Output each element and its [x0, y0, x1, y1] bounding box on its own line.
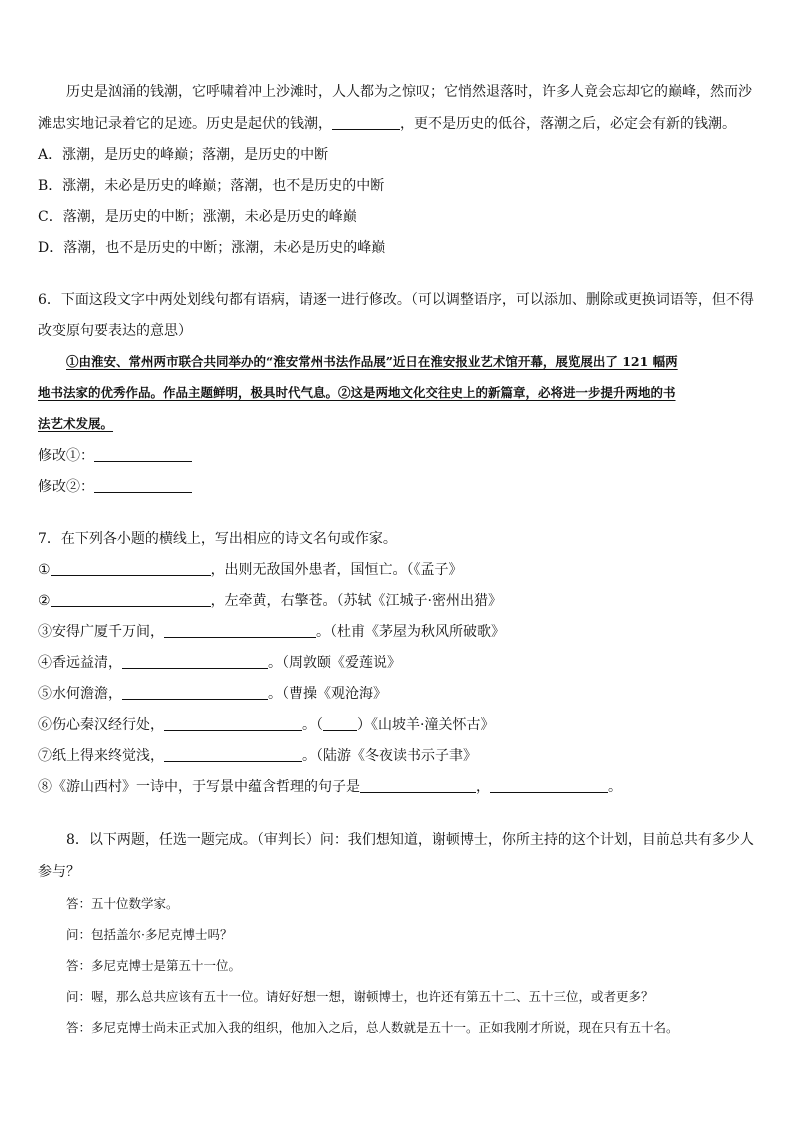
q7-item-1-post: ，出则无敌国外患者，国恒亡。（《孟子》	[210, 562, 463, 578]
q7-item-3	[38, 622, 756, 642]
q6-stem-line-2: 改变原句要表达的意思）	[38, 323, 192, 339]
q5-option-b: B．涨潮，未必是历史的峰巅；落潮，也不是历史的中断	[38, 178, 385, 194]
q7-item-6	[38, 715, 756, 735]
q7-item-3-blank[interactable]	[164, 623, 316, 638]
q7-stem: 7．在下列各小题的横线上，写出相应的诗文名句或作家。	[38, 531, 397, 547]
q6-fix-1	[38, 446, 756, 466]
q6-text-line-2: 地书法家的优秀作品。作品主题鲜明，极具时代气息。②这是两地文化交往史上的新篇章，必将进一步提升两地的书	[38, 385, 676, 400]
q7-item-7-pre: ⑦纸上得来终觉浅，	[38, 748, 164, 764]
q7-item-5-post: 。（曹操《观沧海》	[268, 686, 387, 702]
q7-item-5	[38, 684, 756, 704]
q5-passage-line-2	[38, 114, 756, 134]
q7-item-6-author-blank[interactable]	[323, 716, 357, 731]
q7-item-8	[38, 777, 756, 797]
q7-item-1-pre: ①	[38, 562, 51, 578]
q7-item-4-blank[interactable]	[122, 654, 268, 669]
q7-item-2-pre: ②	[38, 593, 51, 609]
q7-item-8-pre: ⑧《游山西村》一诗中，于写景中蕴含哲理的句子是	[38, 779, 360, 795]
q7-item-3-pre: ③安得广厦千万间，	[38, 624, 164, 640]
q6-stem-line-1: 6．下面这段文字中两处划线句都有语病，请逐一进行修改。（可以调整语序，可以添加、删除或更换词语等，但不得	[38, 292, 754, 308]
q7-item-8-mid: ，	[476, 779, 490, 795]
q8-stem-line-2: 参与？	[38, 864, 80, 880]
q7-item-5-blank[interactable]	[122, 685, 268, 700]
q6-fix-2-label: 修改②：	[38, 479, 94, 495]
q7-item-6-post: ）《山坡羊·潼关怀古》	[357, 717, 495, 733]
q6-text-line-1: ①由淮安、常州两市联合共同举办的“淮安常州书法作品展”近日在淮安报业艺术馆开幕，展览展出了 121 幅两	[66, 354, 678, 369]
q7-item-8-blank-2[interactable]	[490, 778, 608, 793]
q7-item-2-post: ，左牵黄，右擎苍。（苏轼《江城子·密州出猎》	[210, 593, 503, 609]
q5-answer-blank[interactable]	[332, 115, 400, 130]
q7-item-2-blank[interactable]	[51, 592, 211, 607]
q7-item-7-blank[interactable]	[164, 747, 302, 762]
q7-item-1	[38, 560, 756, 580]
q5-option-a: A．涨潮，是历史的峰巅；落潮，是历史的中断	[38, 147, 329, 163]
q8-answer-2: 答：多尼克博士是第五十一位。	[66, 958, 242, 973]
q7-item-7-post: 。（陆游《冬夜读书示子聿》	[302, 748, 477, 764]
q7-item-6-blank[interactable]	[164, 716, 302, 731]
q5-passage-line-1: 历史是汹涌的钱潮，它呼啸着冲上沙滩时，人人都为之惊叹；它悄然退落时，许多人竟会忘却它的巅峰，然而沙	[66, 84, 752, 100]
q6-fix-2-blank[interactable]	[94, 478, 192, 493]
q8-answer-3: 答：多尼克博士尚未正式加入我的组织，他加入之后，总人数就是五十一。正如我刚才所说，现在只有五十名。	[66, 1020, 679, 1035]
q7-item-6-pre: ⑥伤心秦汉经行处，	[38, 717, 164, 733]
q7-item-8-blank-1[interactable]	[360, 778, 476, 793]
q5-option-d: D．落潮，也不是历史的中断；涨潮，未必是历史的峰巅	[38, 240, 386, 256]
q7-item-1-blank[interactable]	[51, 561, 211, 576]
q6-fix-2	[38, 477, 756, 497]
q6-text-line-3: 法艺术发展。	[38, 416, 114, 431]
q7-item-7	[38, 746, 756, 766]
q7-item-4	[38, 653, 756, 673]
q8-question-2: 问：包括盖尔·多尼克博士吗？	[66, 927, 233, 942]
q8-answer-1: 答：五十位数学家。	[66, 896, 179, 911]
q5-passage-part-b: ，更不是历史的低谷，落潮之后，必定会有新的钱潮。	[400, 116, 736, 132]
q7-item-4-pre: ④香远益清，	[38, 655, 122, 671]
q7-item-5-pre: ⑤水何澹澹，	[38, 686, 122, 702]
q6-fix-1-label: 修改①：	[38, 448, 94, 464]
q7-item-3-post: 。（杜甫《茅屋为秋风所破歌》	[316, 624, 505, 640]
q8-stem-line-1: 8．以下两题，任选一题完成。（审判长）问：我们想知道，谢顿博士，你所主持的这个计划，目前总共有多少人	[66, 832, 754, 848]
q8-question-3: 问：喔，那么总共应该有五十一位。请好好想一想，谢顿博士，也许还有第五十二、五十三位，或者更多？	[66, 989, 654, 1004]
q7-item-6-mid: 。（	[302, 717, 323, 733]
q5-passage-part-a: 滩忠实地记录着它的足迹。历史是起伏的钱潮，	[38, 116, 332, 132]
q7-item-8-post: 。	[608, 779, 622, 795]
q5-option-c: C．落潮，是历史的中断；涨潮，未必是历史的峰巅	[38, 209, 357, 225]
q7-item-2	[38, 591, 756, 611]
q7-item-4-post: 。（周敦颐《爱莲说》	[268, 655, 401, 671]
q6-fix-1-blank[interactable]	[94, 447, 192, 462]
